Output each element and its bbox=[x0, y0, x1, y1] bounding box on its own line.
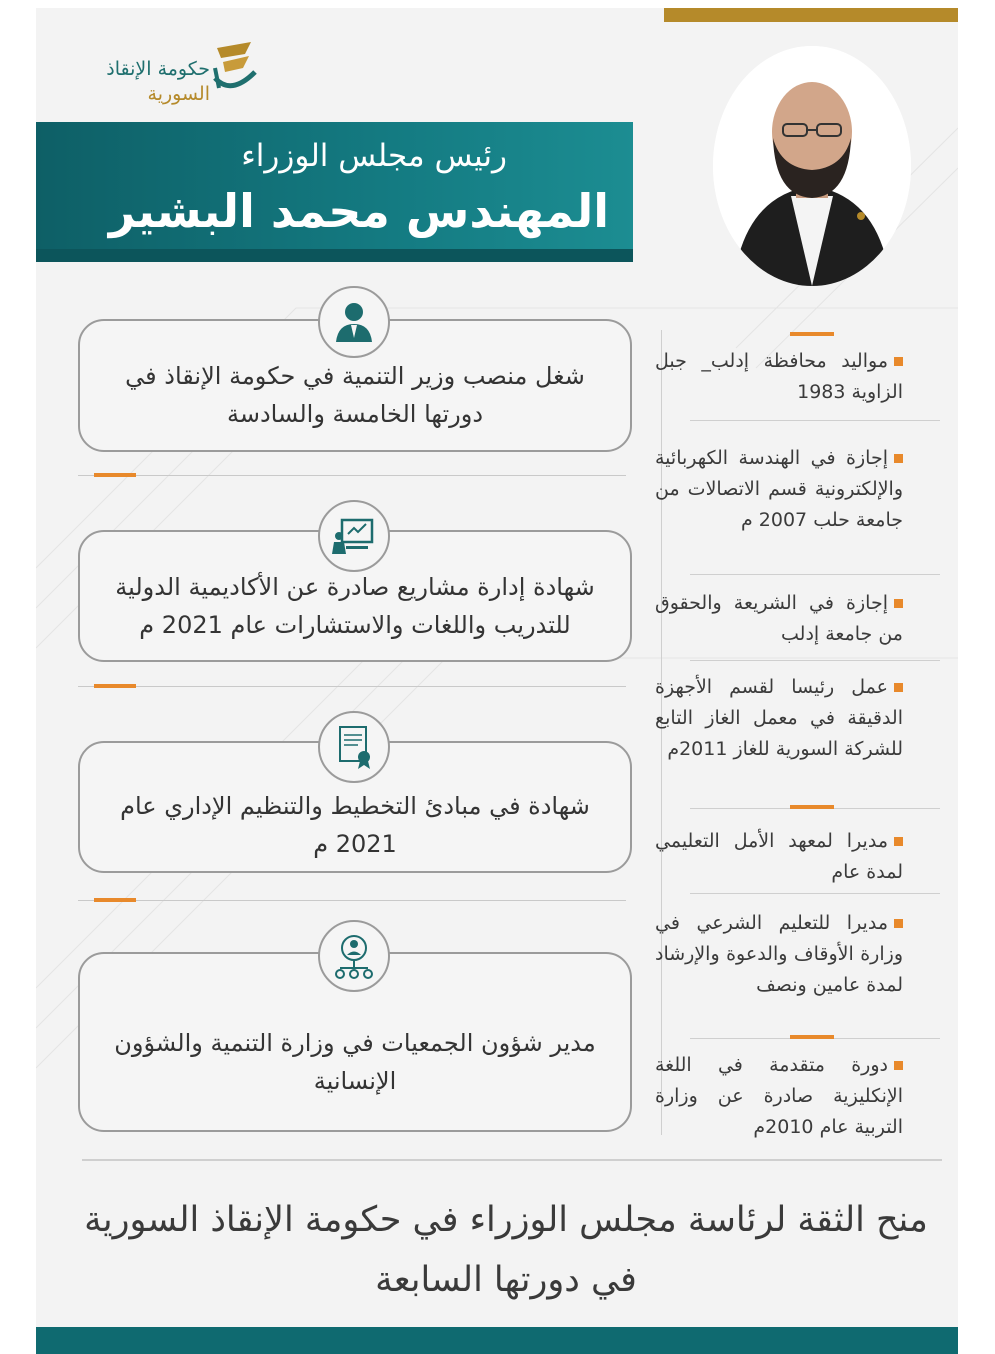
bullet-icon bbox=[894, 454, 903, 463]
card-accent bbox=[94, 898, 136, 902]
top-accent-bar bbox=[664, 8, 958, 22]
card-accent bbox=[94, 473, 136, 477]
card-accent bbox=[94, 684, 136, 688]
card-text: شغل منصب وزير التنمية في حكومة الإنقاذ في دورتها الخامسة والسادسة bbox=[125, 362, 585, 428]
title-banner bbox=[36, 122, 633, 262]
person-tie-icon bbox=[318, 286, 390, 358]
fact-separator bbox=[690, 893, 940, 894]
fact-item bbox=[655, 826, 903, 888]
logo-line-2: السورية bbox=[147, 83, 210, 105]
teacher-board-icon bbox=[318, 500, 390, 572]
fact-accent bbox=[790, 332, 834, 336]
card-text: شهادة في مبادئ التخطيط والتنظيم الإداري عام 2021 م bbox=[120, 792, 590, 858]
person-name: المهندس محمد البشير bbox=[108, 184, 609, 238]
fact-item bbox=[655, 443, 903, 536]
bullet-icon bbox=[894, 1061, 903, 1070]
card-text: مدير شؤون الجمعيات في وزارة التنمية والشؤون الإنسانية bbox=[114, 1029, 596, 1095]
logo-mark-icon bbox=[211, 38, 259, 100]
fact-text: دورة متقدمة في اللغة الإنكليزية صادرة عن وزارة التربية عام 2010م bbox=[655, 1054, 903, 1138]
logo-line-1: حكومة الإنقاذ bbox=[106, 58, 210, 80]
card-separator bbox=[78, 686, 626, 687]
card-separator bbox=[78, 900, 626, 901]
portrait-illustration bbox=[713, 46, 911, 286]
government-logo bbox=[66, 28, 256, 108]
title-banner-shadow bbox=[36, 249, 633, 262]
fact-separator bbox=[690, 420, 940, 421]
bullet-icon bbox=[894, 683, 903, 692]
fact-separator bbox=[690, 660, 940, 661]
fact-text: إجازة في الهندسة الكهربائية والإلكترونية قسم الاتصالات من جامعة حلب 2007 م bbox=[655, 447, 903, 531]
card-separator bbox=[78, 475, 626, 476]
fact-item bbox=[655, 908, 903, 1001]
fact-accent bbox=[790, 805, 834, 809]
bullet-icon bbox=[894, 919, 903, 928]
fact-item bbox=[655, 588, 903, 650]
certificate-icon bbox=[318, 711, 390, 783]
bullet-icon bbox=[894, 357, 903, 366]
role-title: رئيس مجلس الوزراء bbox=[241, 138, 507, 174]
bottom-separator bbox=[82, 1159, 942, 1161]
card-text: شهادة إدارة مشاريع صادرة عن الأكاديمية الدولية للتدريب واللغات والاستشارات عام 2021 م bbox=[115, 573, 595, 639]
bottom-accent-bar bbox=[36, 1327, 958, 1354]
fact-item bbox=[655, 1050, 903, 1143]
fact-text: مواليد محافظة إدلب_ جبل الزاوية 1983 bbox=[655, 350, 903, 403]
fact-text: مديرا لمعهد الأمل التعليمي لمدة عام bbox=[655, 830, 903, 883]
bullet-icon bbox=[894, 837, 903, 846]
conclusion-text: منح الثقة لرئاسة مجلس الوزراء في حكومة الإنقاذ السورية في دورتها السابعة bbox=[84, 1200, 928, 1300]
bullet-icon bbox=[894, 599, 903, 608]
fact-separator bbox=[690, 574, 940, 575]
fact-text: مديرا للتعليم الشرعي في وزارة الأوقاف والدعوة والإرشاد لمدة عامين ونصف bbox=[655, 912, 903, 996]
infographic-page bbox=[36, 8, 958, 1354]
fact-accent bbox=[790, 1035, 834, 1039]
fact-text: عمل رئيسا لقسم الأجهزة الدقيقة في معمل الغاز التابع للشركة السورية للغاز 2011م bbox=[655, 676, 903, 760]
network-people-icon bbox=[318, 920, 390, 992]
fact-text: إجازة في الشريعة والحقوق من جامعة إدلب bbox=[655, 592, 903, 645]
fact-item bbox=[655, 346, 903, 408]
fact-item bbox=[655, 672, 903, 765]
portrait-photo bbox=[713, 46, 911, 286]
